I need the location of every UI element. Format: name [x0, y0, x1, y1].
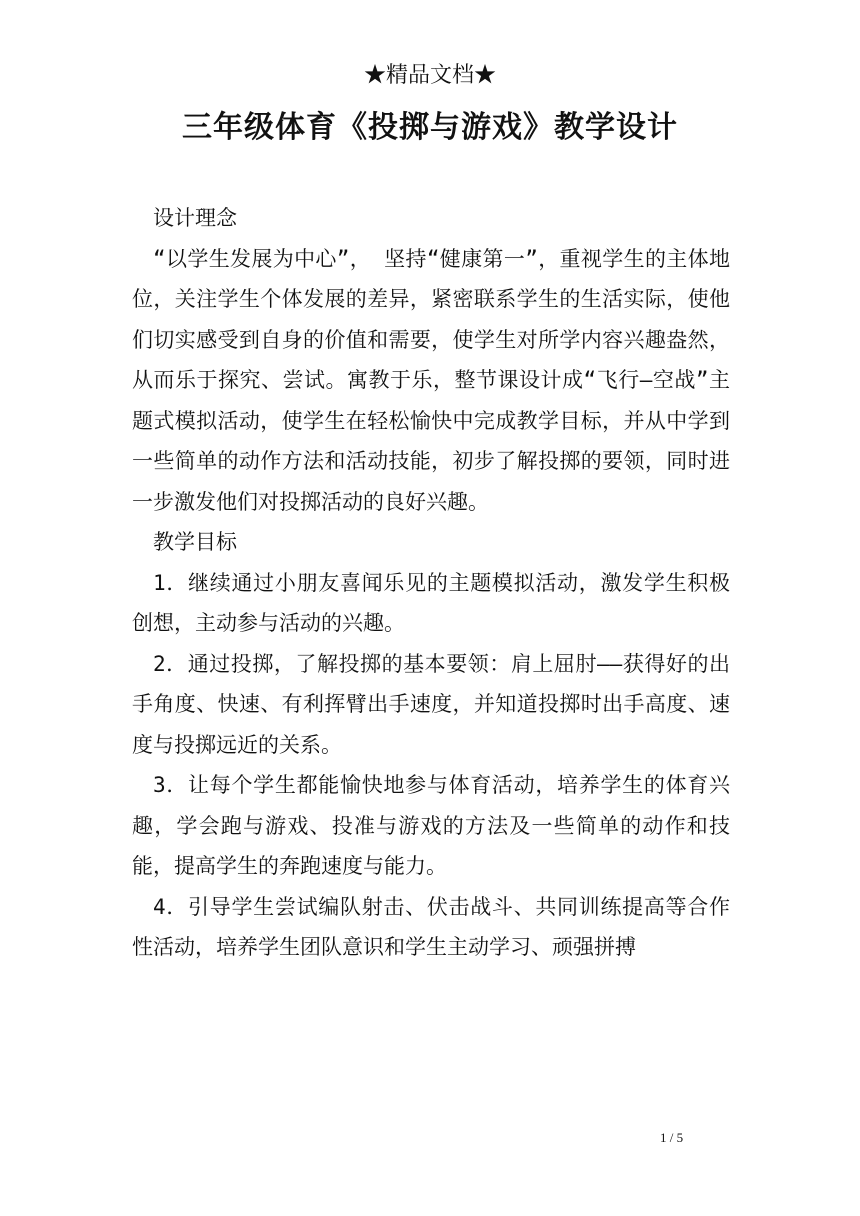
paragraph-goal-2: 2．通过投掷，了解投掷的基本要领：肩上屈肘——获得好的出手角度、快速、有利挥臂出手速度，并知道投掷时出手高度、速度与投掷远近的关系。 — [132, 651, 730, 757]
header-tag: ★精品文档★ — [363, 63, 496, 88]
section-heading-design-concept: 设计理念 — [153, 206, 237, 230]
paragraph-design-concept: “以学生发展为中心”， 坚持“健康第一”，重视学生的主体地位，关注学生个体发展的差异，紧密联系学生的生活实际，使他们切实感受到自身的价值和需要，使学生对所学内容兴趣盎然，从而乐于探究、尝试。寓教于乐，整节课设计成“飞行—空战”主题式模拟活动，使学生在轻松愉快中完成教学目标，并从中学到一些简单的动作方法和活动技能，初步了解投掷的要领，同时进一步激发他们对投掷活动的良好兴趣。 — [132, 246, 730, 514]
paragraph-goal-4: 4．引导学生尝试编队射击、伏击战斗、共同训练提高等合作性活动，培养学生团队意识和学生主动学习、顽强拼搏 — [132, 894, 730, 959]
page-title: 三年级体育《投掷与游戏》教学设计 — [182, 110, 678, 145]
section-heading-teaching-goals: 教学目标 — [153, 530, 237, 554]
page-number: 1 / 5 — [660, 1130, 684, 1145]
paragraph-goal-3: 3．让每个学生都能愉快地参与体育活动，培养学生的体育兴趣，学会跑与游戏、投准与游戏的方法及一些简单的动作和技能，提高学生的奔跑速度与能力。 — [132, 773, 730, 878]
paragraph-goal-1: 1．继续通过小朋友喜闻乐见的主题模拟活动，激发学生积极创想，主动参与活动的兴趣。 — [132, 570, 730, 635]
document-body — [132, 198, 730, 968]
